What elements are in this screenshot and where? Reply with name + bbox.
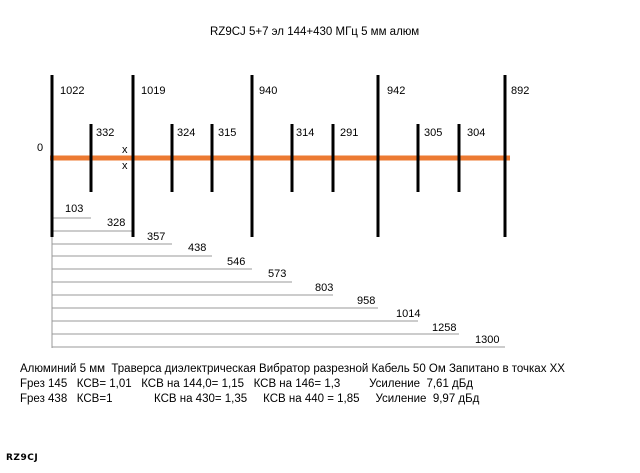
long-element-label-2: 1019 (141, 85, 166, 97)
spacing-label: 1258 (432, 322, 457, 334)
spacing-label: 803 (315, 282, 334, 294)
short-element-label-5: 291 (340, 127, 359, 139)
long-element-label-1: 1022 (60, 85, 85, 97)
notes-line-2: Fрез 145 КСВ= 1,01 КСВ на 144,0= 1,15 КСВ на 146= 1,3 Усиление 7,61 дБд (20, 378, 474, 390)
long-element-label-5: 892 (511, 85, 530, 97)
feed-mark-lower: x (122, 160, 128, 172)
long-element-label-4: 942 (387, 85, 406, 97)
spacing-label: 1014 (396, 308, 421, 320)
short-element-label-4: 314 (296, 127, 315, 139)
notes-line-1: Алюминий 5 мм Траверса диэлектрическая Вибратор разрезной Кабель 50 Ом Запитано в точках ХХ (20, 363, 565, 375)
notes-line-3: Fрез 438 КСВ=1 КСВ на 430= 1,35 КСВ на 440 = 1,85 Усиление 9,97 дБд (20, 393, 480, 405)
spacing-label: 1300 (475, 334, 500, 346)
origin-label: 0 (37, 142, 44, 154)
spacing-label: 328 (107, 217, 126, 229)
callsign-logo: RZ9CJ (6, 453, 39, 463)
spacing-label: 573 (268, 268, 287, 280)
feed-mark-upper: x (122, 144, 128, 156)
spacing-label: 103 (65, 203, 84, 215)
spacing-label: 958 (357, 295, 376, 307)
diagram-title: RZ9CJ 5+7 эл 144+430 МГц 5 мм алюм (210, 26, 420, 38)
long-element-label-3: 940 (259, 85, 278, 97)
short-element-label-7: 304 (467, 127, 486, 139)
short-element-label-6: 305 (424, 127, 443, 139)
spacing-label: 546 (227, 256, 246, 268)
short-element-label-2: 324 (177, 127, 196, 139)
spacing-label: 357 (147, 231, 166, 243)
short-element-label-3: 315 (218, 127, 237, 139)
spacing-label: 438 (188, 242, 207, 254)
short-element-label-1: 332 (96, 127, 115, 139)
